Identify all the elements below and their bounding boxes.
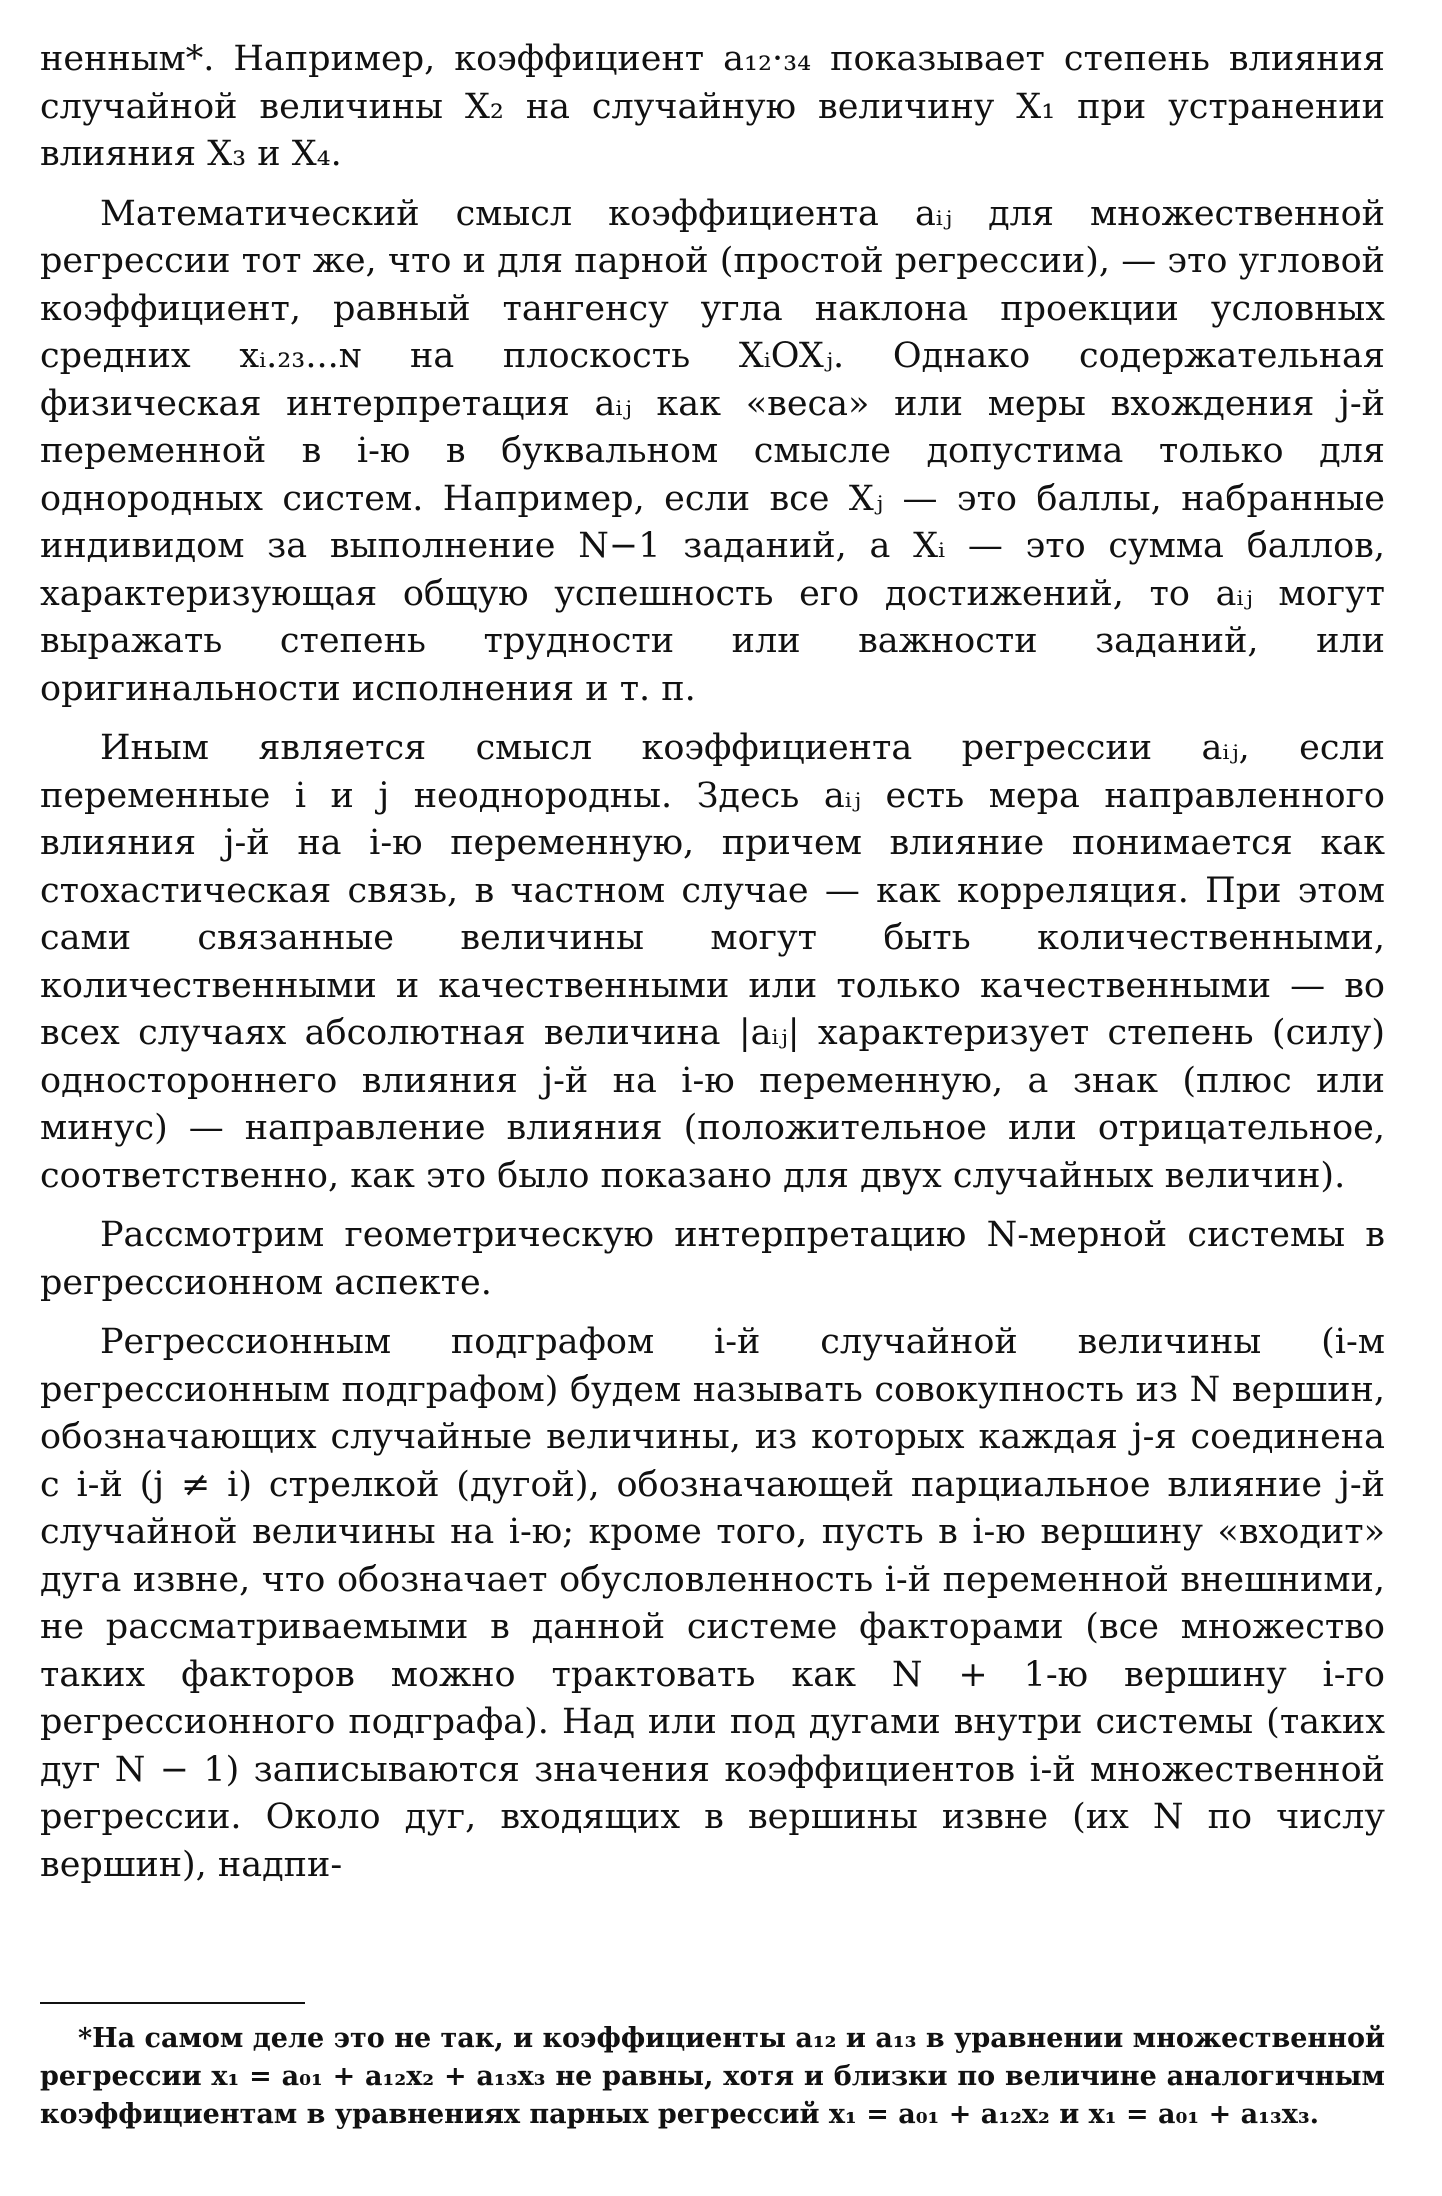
footnote: *На самом деле это не так, и коэффициенты a₁₂ и a₁₃ в уравнении множественной регрессии x₁ = a₀₁ + a₁₂x₂ + a₁₃x₃ не равны, хотя и близки по величине аналогичным коэффициентам в уравнениях парных регрессий x₁ = a₀₁ + a₁₂x₂ и x₁ = a₀₁ + a₁₃x₃. xyxy=(40,2023,1385,2130)
paragraph-mathematical-meaning: Математический смысл коэффициента aᵢⱼ для множественной регрессии тот же, что и для парной (простой регрессии), — это угловой коэффициент, равный тангенсу угла наклона проекции условных средних xᵢ.₂₃...ɴ на плоскость XᵢOXⱼ. Однако содержательная физическая интерпретация aᵢⱼ как «веса» или меры вхождения j-й переменной в i-ю в буквальном смысле допустима только для однородных систем. Например, если все Xⱼ — это баллы, набранные индивидом за выполнение N−1 заданий, а Xᵢ — это сумма баллов, характеризующая общую успешность его достижений, то aᵢⱼ могут выражать степень трудности или важности заданий, или оригинальности исполнения и т. п. xyxy=(40,193,1385,709)
footnote-divider xyxy=(40,2002,305,2004)
paragraph-continuation: ненным*. Например, коэффициент a₁₂·₃₄ показывает степень влияния случайной величины X₂ на случайную величину X₁ при устранении влияния X₃ и X₄. xyxy=(40,39,1385,174)
paragraph-geometric-interpretation: Рассмотрим геометрическую интерпретацию N-мерной системы в регрессионном аспекте. xyxy=(40,1215,1385,1303)
paragraph-heterogeneous-variables: Иным является смысл коэффициента регрессии aᵢⱼ, если переменные i и j неоднородны. Здесь aᵢⱼ есть мера направленного влияния j-й на i-ю переменную, причем влияние понимается как стохастическая связь, в частном случае — как корреляция. При этом сами связанные величины могут быть количественными, количественными и качественными или только качественными — во всех случаях абсолютная величина |aᵢⱼ| характеризует степень (силу) одностороннего влияния j-й на i-ю переменную, а знак (плюс или минус) — направление влияния (положительное или отрицательное, соответственно, как это было показано для двух случайных величин). xyxy=(40,728,1385,1196)
paragraph-regression-subgraph: Регрессионным подграфом i-й случайной величины (i-м регрессионным подграфом) будем называть совокупность из N вершин, обозначающих случайные величины, из которых каждая j-я соединена с i-й (j ≠ i) стрелкой (дугой), обозначающей парциальное влияние j-й случайной величины на i-ю; кроме того, пусть в i-ю вершину «входит» дуга извне, что обозначает обусловленность i-й переменной внешними, не рассматриваемыми в данной системе факторами (все множество таких факторов можно трактовать как N + 1-ю вершину i-го регрессионного подграфа). Над или под дугами внутри системы (таких дуг N − 1) записываются значения коэффициентов i-й множественной регрессии. Около дуг, входящих в вершины извне (их N по числу вершин), надпи- xyxy=(40,1322,1385,1885)
page-body xyxy=(40,36,1385,1889)
